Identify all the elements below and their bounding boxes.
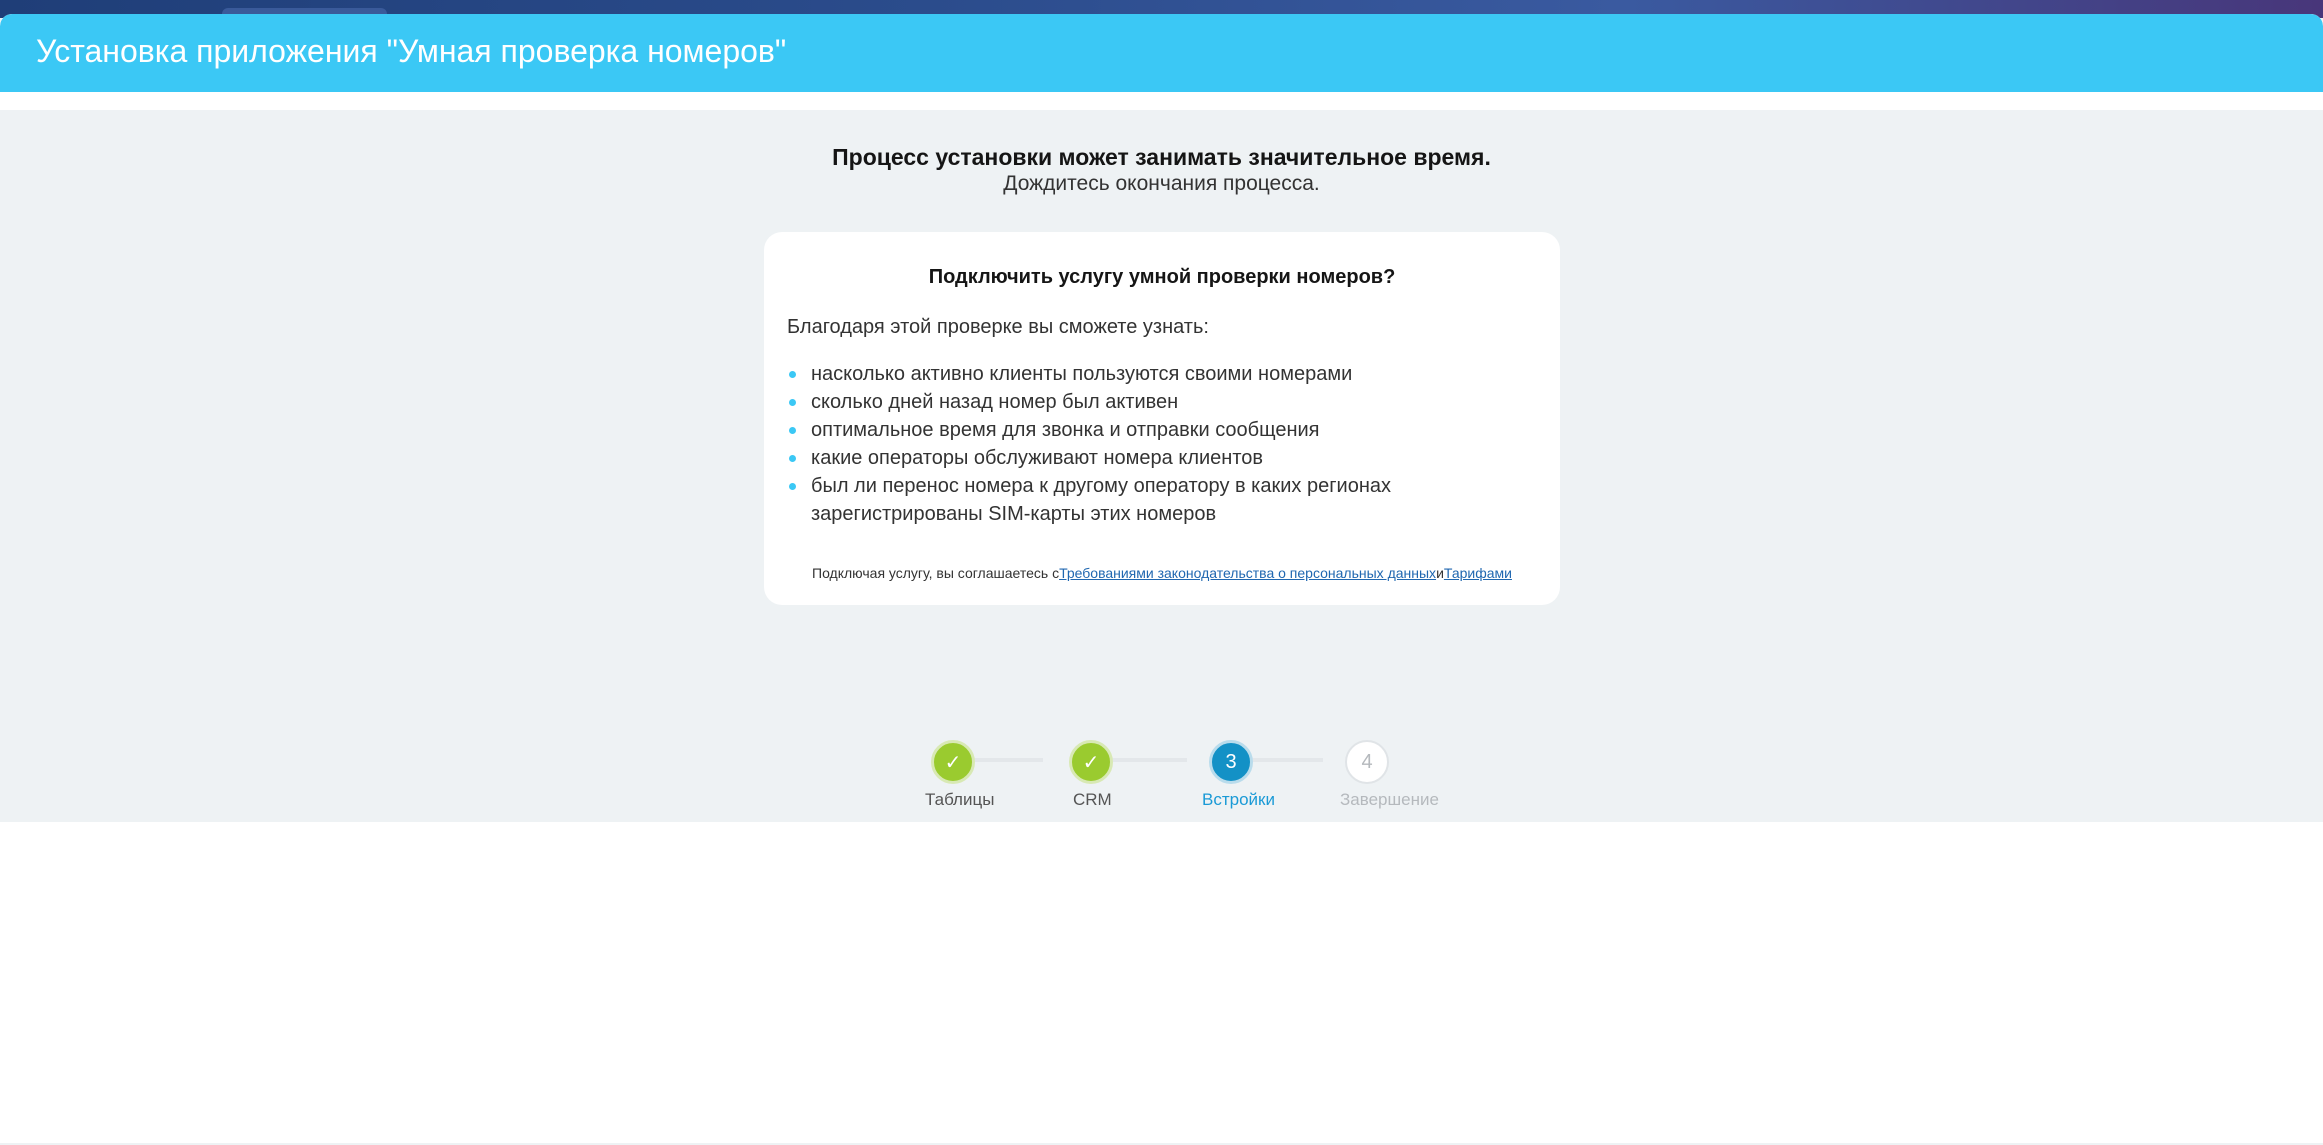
tariffs-link[interactable]: Тарифами [1443,565,1512,581]
bullet-dot-icon [789,455,796,462]
service-card [764,232,1560,605]
step-tables-checkmark-icon: ✓ [931,740,975,784]
footer-blank-area [0,822,2323,1145]
list-item: насколько активно клиенты пользуются своими номерами [787,360,1507,388]
bullet-dot-icon [789,399,796,406]
step-label-tables: Таблицы [925,790,995,809]
step-crm-checkmark-icon: ✓ [1069,740,1113,784]
consent-text [764,565,1560,581]
bullet-dot-icon [789,427,796,434]
step-label-crm: CRM [1073,790,1112,809]
notice-title: Процесс установки может занимать значительное время. [832,144,1491,170]
step-embeds-number: 3 [1209,740,1253,784]
consent-prefix: Подключая услугу, вы соглашаетесь с [812,565,1060,581]
window-header [0,14,2323,92]
bullet-dot-icon [789,483,796,490]
list-item: оптимальное время для звонка и отправки сообщения [787,416,1507,444]
install-stepper [900,730,1460,810]
bullet-dot-icon [789,371,796,378]
list-item: сколько дней назад номер был активен [787,388,1507,416]
personal-data-law-link[interactable]: Требованиями законодательства о персональных данных [1059,565,1437,581]
list-item: какие операторы обслуживают номера клиентов [787,444,1507,472]
consent-and: и [1436,565,1444,581]
notice-subtitle: Дождитесь окончания процесса. [1003,172,1320,195]
list-item: был ли перенос номера к другому оператору в каких регионах зарегистрированы SIM-карты этих номеров [787,472,1507,528]
window-title: Установка приложения "Умная проверка номеров" [36,33,787,69]
step-label-finish: Завершение [1340,790,1439,809]
step-finish-number: 4 [1345,740,1389,784]
install-window [0,14,2323,1145]
step-label-embeds: Встройки [1202,790,1275,809]
install-content [0,110,2323,822]
card-title: Подключить услугу умной проверки номеров? [928,266,1396,288]
card-intro: Благодаря этой проверке вы сможете узнать: [787,316,1209,338]
benefits-list [787,360,1507,528]
